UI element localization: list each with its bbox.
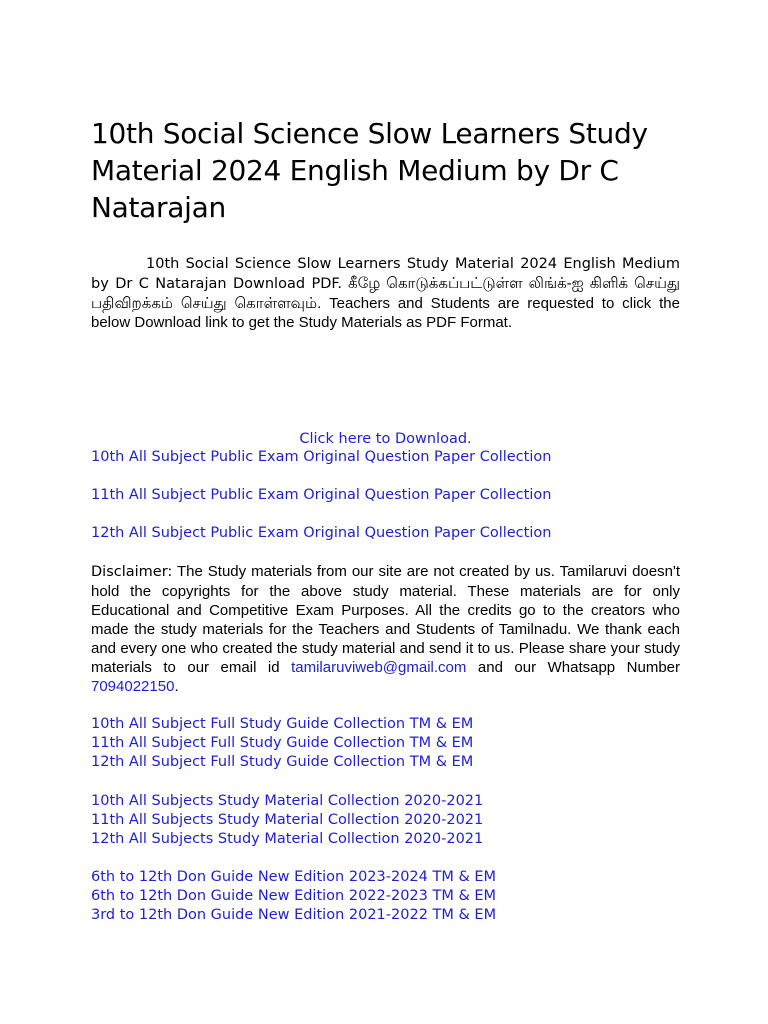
intro-tamil-text: கீழே கொடுக்கப்பட்டுள்ள லிங்க்-ஐ கிளிக் செய்து பதிவிறக்கம் செய்து கொள்ளவும். [91,275,680,312]
link-11th-study-guide[interactable]: 11th All Subject Full Study Guide Collection TM & EM [91,735,474,751]
link-11th-study-material[interactable]: 11th All Subjects Study Material Collection 2020-2021 [91,812,484,828]
download-link-row [91,430,680,448]
link-10th-question-papers[interactable]: 10th All Subject Public Exam Original Question Paper Collection [91,449,552,465]
whatsapp-number-link[interactable]: 7094022150 [91,678,175,695]
intro-paragraph [91,254,680,332]
disclaimer-label: Disclaimer: [91,564,173,580]
don-guide-links [91,868,496,925]
intro-rest: Teachers and Students are requested to click the below Download link to get the Study Materials as PDF Format. [91,295,680,331]
study-guide-links [91,715,473,772]
disclaimer-paragraph [91,562,680,696]
whatsapp-text: and our Whatsapp Number [477,659,680,676]
link-don-guide-2021-2022[interactable]: 3rd to 12th Don Guide New Edition 2021-2022 TM & EM [91,907,497,923]
link-10th-study-guide[interactable]: 10th All Subject Full Study Guide Collection TM & EM [91,716,474,732]
end-period: . [174,678,179,695]
link-don-guide-2023-2024[interactable]: 6th to 12th Don Guide New Edition 2023-2024 TM & EM [91,869,497,885]
intro-lead: 10th Social Science Slow Learners Study Material 2024 English Medium by Dr C Natarajan Download PDF. [91,256,680,292]
link-12th-question-papers[interactable]: 12th All Subject Public Exam Original Question Paper Collection [91,525,552,541]
link-10th-study-material[interactable]: 10th All Subjects Study Material Collection 2020-2021 [91,793,484,809]
page-title: 10th Social Science Slow Learners Study Material 2024 English Medium by Dr C Natarajan [91,117,648,224]
disclaimer-text: The Study materials from our site are not created by us. Tamilaruvi doesn't hold the copyrights for the above study material. These materials are for only Educational and Competitive Exam Purposes. All the credits go to the creators who made the study materials for the Teachers and Students of Tamilnadu. We thank each and every one who created the study material and send it to us. Please share your study materials to our email id [91,563,680,676]
study-material-links [91,792,483,849]
link-don-guide-2022-2023[interactable]: 6th to 12th Don Guide New Edition 2022-2023 TM & EM [91,888,497,904]
email-link[interactable]: tamilaruviweb@gmail.com [291,659,467,676]
download-link[interactable]: Click here to Download. [299,431,472,447]
link-12th-study-guide[interactable]: 12th All Subject Full Study Guide Collection TM & EM [91,754,474,770]
link-11th-question-papers[interactable]: 11th All Subject Public Exam Original Question Paper Collection [91,487,552,503]
link-12th-study-material[interactable]: 12th All Subjects Study Material Collection 2020-2021 [91,831,484,847]
